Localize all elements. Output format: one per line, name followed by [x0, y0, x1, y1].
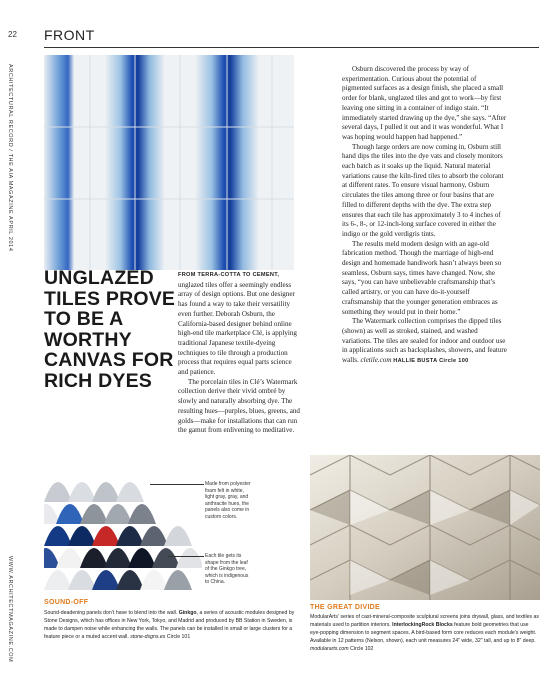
- page-number: 22: [8, 30, 17, 39]
- right-paragraph-1: Osburn discovered the process by way of experimentation. Curious about the potential of pigmented surfaces as a design finish, she placed a small order for blank, unglazed tiles and got to work—by first leaving one sitting in a container of indigo stain. “It immediately started drawing up the dye,” she says. “After several days, I pulled it out and it was wonderful. What I was hoping would happen had happened.”: [342, 65, 507, 141]
- article-website[interactable]: cletile.com: [360, 356, 392, 365]
- article-column-right: [342, 65, 507, 367]
- right-paragraph-4: The Watermark collection comprises the dipped tiles (shown) as well as stroked, stained, and washed variations. The tiles are sealed for indoor and outdoor use in applications such as backsplashes, showers, and feature walls.: [342, 317, 507, 365]
- middle-paragraph-2: The porcelain tiles in Clé’s Watermark collection derive their vivid ombré by slowly and naturally absorbing dye. The resulting hues—purples, blues, greens, and golds—make for installations that can run the gamut from enlivening to meditative.: [178, 377, 300, 435]
- product-interlockingrock: InterlockingRock Blocks: [392, 622, 453, 628]
- right-paragraph-2: Though large orders are now coming in, Osburn still hand dips the tiles into the dye vats and closely monitors each batch as it soaks up the liquid. Natural material variations cause the kiln-fired tiles to absorb the colorant at different rates. To ensure visual harmony, Osburn circulates the tiles among three or four basins that are filled to different depths with the dye. The extra step ensures that each tile has approximately 3 to 4 inches of its 6-, 8-, or 12-inch-long surface covered in either the indigo or the gold verdigris tints.: [342, 142, 504, 238]
- great-divide-text-1: ModularArts’ series of cast-mineral-composite sculptural screens joins drywall, glass, and textiles as materials used to partition interiors.: [310, 614, 540, 628]
- dyed-tiles-photo: [44, 55, 294, 270]
- great-divide-circle: Circle 102: [348, 646, 374, 652]
- caption-colors: Made from polyester foam felt in white, light gray, gray, and anthracite hues, the panels also come in custom colors.: [205, 481, 251, 520]
- great-divide-text: [310, 613, 540, 653]
- lead-in: FROM TERRA-COTTA TO CEMENT,: [178, 272, 280, 278]
- article-credit: HALLIE BUSTA Circle 100: [393, 358, 469, 365]
- great-divide-text-2: feature bold geometries that use eye-popping dimension to segment spaces. A bird-based form core reduces each module’s weight. Available in 12 patterns (Nelson, shown), each unit measures 24" wide, 32" tall, and up to 8" deep.: [310, 622, 537, 644]
- great-divide-website[interactable]: modulararts.com: [310, 646, 349, 652]
- section-title: FRONT: [44, 27, 95, 43]
- caption-ginkgo-shape: Each tile gets its shape from the leaf of the Ginkgo tree, which is indigenous to China.: [205, 553, 249, 586]
- article-headline: UNGLAZED TILES PROVE TO BE A WORTHY CANVAS FOR RICH DYES: [44, 267, 176, 392]
- sound-off-kicker: SOUND-OFF: [44, 599, 89, 606]
- sound-off-website[interactable]: stone-dsgns.es: [130, 634, 166, 640]
- side-folio-top: ARCHITECTURAL RECORD / THE AIA MAGAZINE APRIL 2014: [7, 64, 13, 252]
- sculptural-screen-photo: [310, 455, 540, 600]
- great-divide-kicker: THE GREAT DIVIDE: [310, 604, 381, 611]
- sound-off-text: [44, 609, 296, 641]
- ginkgo-panels-photo: [44, 462, 202, 592]
- side-folio-bottom: WWW.ARCHITECTMAGAZINE.COM: [7, 556, 13, 663]
- middle-paragraph-1: unglazed tiles offer a seemingly endless array of design options. But one designer has found a way to take their versatility even further. Deborah Osburn, the California-based designer behind online high-end tile marketplace Clé, is applying traditional Japanese textile-dyeing techniques to tile through a production process that requires equal parts science and patience.: [178, 280, 297, 377]
- product-ginkgo: Ginkgo: [178, 610, 197, 616]
- sound-off-text-1: Sound-deadening panels don’t have to blend into the wall.: [44, 610, 179, 616]
- caption-leader-1: [150, 484, 204, 485]
- caption-leader-2: [168, 556, 204, 557]
- sound-off-circle: Circle 101: [165, 634, 191, 640]
- sound-off-text-2: , a series of acoustic modules designed by Stone Designs, which has offices in New York, Tokyo, and Madrid and produced by BB Station in Sweden, is made to dampen noise while enhancing the walls. The panels can be installed in small or large clusters for a feature piece or a muted accent wall.: [44, 610, 295, 640]
- article-column-middle: [178, 270, 303, 436]
- right-paragraph-3: The results meld modern design with an age-old fabrication method. Though the marriage of high-end design and homemade handiwork hasn’t always been so seamless, Osburn says, times have changed. Now, she says, “you can have unbelievable craftsmanship that’s called artistry, or you can have do-it-yourself craftsmanship that the younger generation embraces as something they would put in their home.”: [342, 239, 502, 316]
- header-rule: [44, 47, 539, 48]
